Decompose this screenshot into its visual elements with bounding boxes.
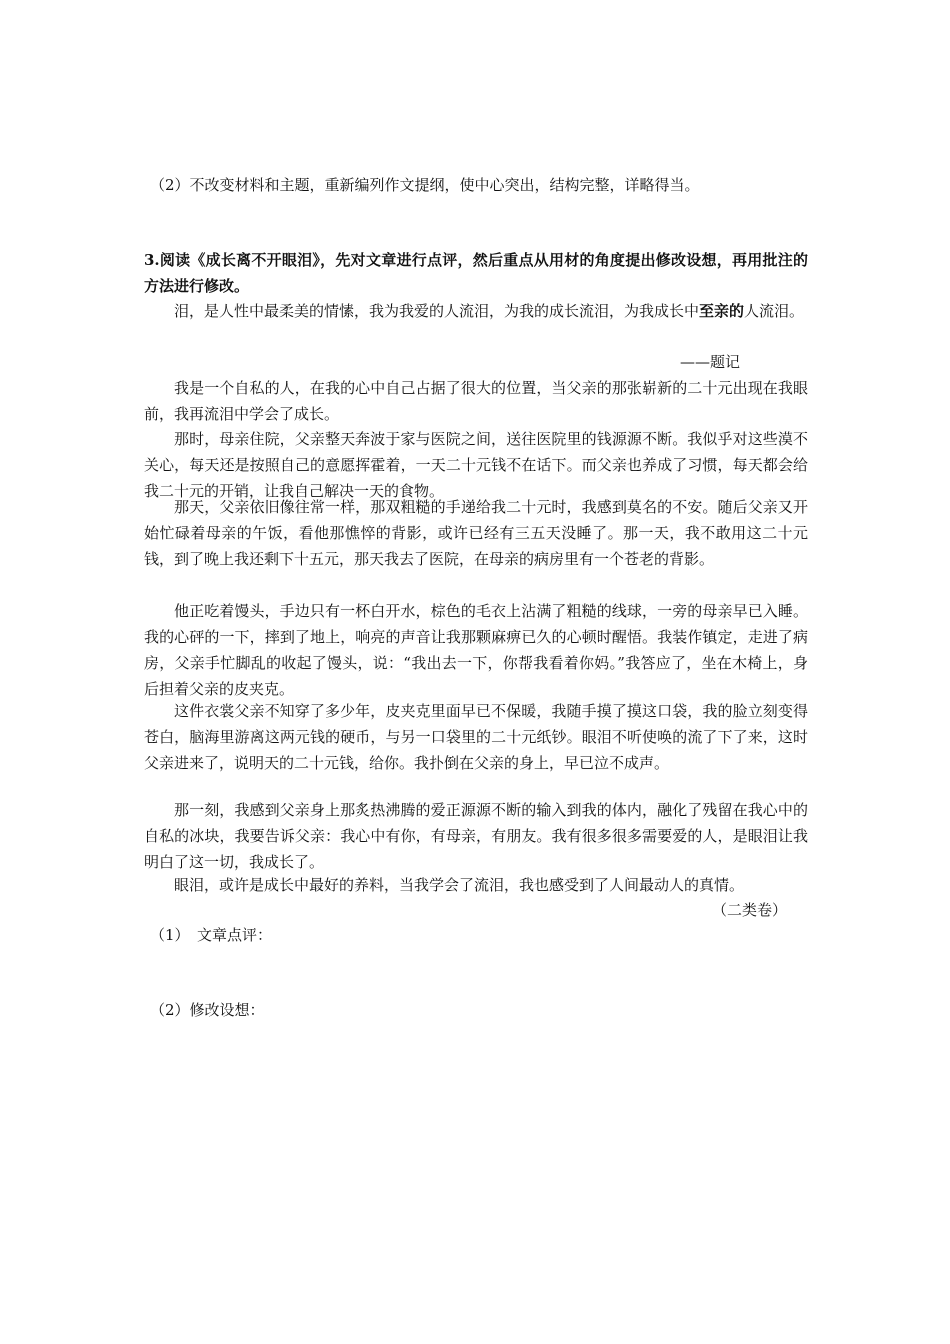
essay-paragraph-1: 我是一个自私的人，在我的心中自己占据了很大的位置，当父亲的那张崭新的二十元出现在我眼前，我再流泪中学会了成长。	[144, 379, 808, 423]
epigraph-text-bold: 至亲的	[699, 302, 745, 320]
previous-item-2: （2）不改变材料和主题，重新编列作文提纲，使中心突出，结构完整，详略得当。	[150, 176, 700, 194]
essay-paragraph-5: 这件衣裳父亲不知穿了多少年，皮夹克里面早已不保暖，我随手摸了摸这口袋，我的脸立刻变得苍白，脑海里游离这两元钱的硬币，与另一口袋里的二十元纸钞。眼泪不听使唤的流了下了来，这时父亲进来了，说明天的二十元钱，给你。我扑倒在父亲的身上，早已泣不成声。	[144, 702, 808, 772]
essay-paragraph-3: 那天，父亲依旧像往常一样，那双粗糙的手递给我二十元时，我感到莫名的不安。随后父亲又开始忙碌着母亲的午饭，看他那憔悴的背影，或许已经有三五天没睡了。那一天，我不敢用这二十元钱，到了晚上我还剩下十五元，那天我去了医院，在母亲的病房里有一个苍老的背影。	[144, 498, 808, 568]
essay-source: （二类卷）	[712, 901, 788, 919]
epigraph-signature: ——题记	[680, 353, 741, 371]
essay-paragraph-2: 那时，母亲住院，父亲整天奔波于家与医院之间，送往医院里的钱源源不断。我似乎对这些漠不关心，每天还是按照自己的意愿挥霍着，一天二十元钱不在话下。而父亲也养成了习惯，每天都会给我二十元的开销，让我自己解决一天的食物。	[144, 430, 808, 500]
task-1-label: （1） 文章点评：	[150, 926, 273, 944]
task-2-label: （2）修改设想：	[150, 1001, 265, 1019]
essay-paragraph-6: 那一刻，我感到父亲身上那炙热沸腾的爱正源源不断的输入到我的体内，融化了残留在我心中的自私的冰块，我要告诉父亲：我心中有你，有母亲，有朋友。我有很多很多需要爱的人，是眼泪让我明白了这一切，我成长了。	[144, 801, 808, 871]
essay-paragraph-7: 眼泪，或许是成长中最好的养料，当我学会了流泪，我也感受到了人间最动人的真情。	[174, 876, 745, 894]
essay-paragraph-4: 他正吃着馒头，手边只有一杯白开水，棕色的毛衣上沾满了粗糙的线球，一旁的母亲早已入睡。我的心砰的一下，摔到了地上，响亮的声音让我那颗麻痹已久的心顿时醒悟。我装作镇定，走进了病房，父亲手忙脚乱的收起了馒头，说：“我出去一下，你帮我看着你妈。”我答应了，坐在木椅上，身后担着父亲的皮夹克。	[144, 602, 808, 698]
epigraph-text-2: 人流泪。	[744, 302, 805, 320]
question-3-title: 3.阅读《成长离不开眼泪》，先对文章进行点评，然后重点从用材的角度提出修改设想，再用批注的方法进行修改。	[144, 251, 808, 295]
epigraph-text-1: 泪，是人性中最柔美的情愫，我为我爱的人流泪，为我的成长流泪，为我成长中	[174, 302, 700, 320]
epigraph	[144, 298, 808, 324]
